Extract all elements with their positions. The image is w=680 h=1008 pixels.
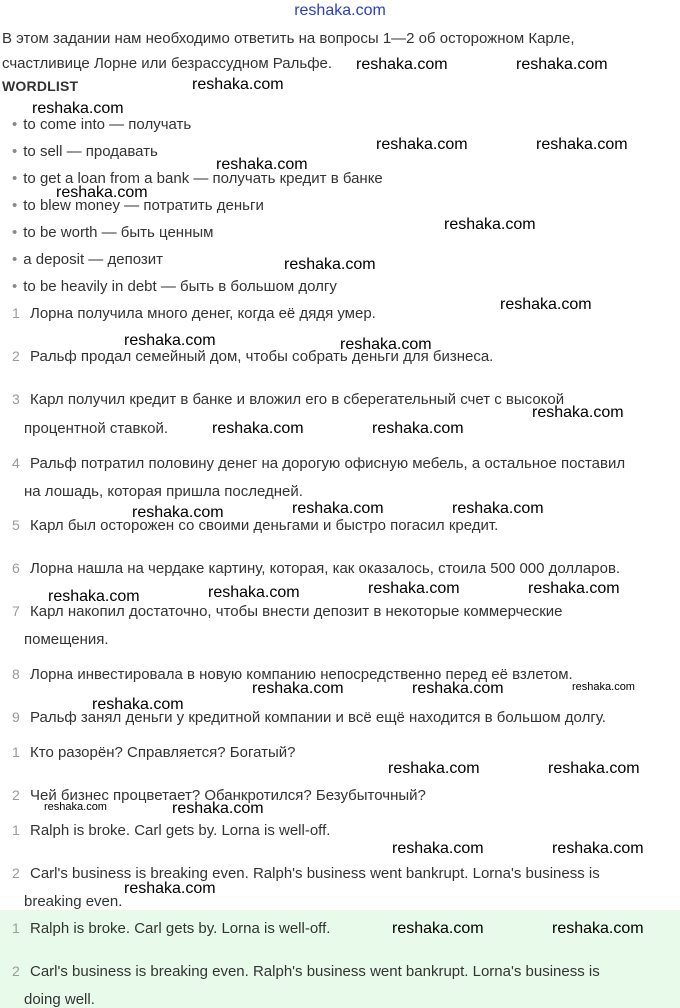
watermark: reshaka.com: [124, 880, 216, 897]
watermark: reshaka.com: [392, 920, 484, 937]
watermark: reshaka.com: [372, 420, 464, 437]
watermark: reshaka.com: [412, 680, 504, 697]
wordlist-item: • to be heavily in debt — быть в большом долгу: [12, 278, 337, 295]
wordlist-item: • to sell — продавать: [12, 143, 158, 160]
answer-final-2: 2 Carl's business is breaking even. Ralph's business went bankrupt. Lorna's business is: [12, 963, 600, 980]
bullet-icon: •: [12, 170, 18, 187]
answer-draft-2: 2 Carl's business is breaking even. Ralph's business went bankrupt. Lorna's business is: [12, 865, 600, 882]
watermark: reshaka.com: [528, 580, 620, 597]
answer-final-2-cont: doing well.: [24, 991, 95, 1008]
wordlist-item: • a deposit — депозит: [12, 251, 163, 268]
wordlist-item: • to come into — получать: [12, 116, 192, 133]
watermark: reshaka.com: [284, 256, 376, 273]
watermark: reshaka.com: [212, 420, 304, 437]
statement-4-cont: на лошадь, которая пришла последней.: [24, 483, 303, 500]
watermark: reshaka.com: [216, 156, 308, 173]
watermark: reshaka.com: [548, 760, 640, 777]
watermark: reshaka.com: [536, 136, 628, 153]
bullet-icon: •: [12, 197, 18, 214]
wordlist-item: • to blew money — потратить деньги: [12, 197, 264, 214]
bullet-icon: •: [12, 116, 18, 133]
watermark: reshaka.com: [132, 504, 224, 521]
watermark: reshaka.com: [340, 336, 432, 353]
watermark: reshaka.com: [356, 56, 448, 73]
wordlist-item: • to be worth — быть ценным: [12, 224, 214, 241]
watermark: reshaka.com: [208, 584, 300, 601]
statement-3: 3 Карл получил кредит в банке и вложил его в сберегательный счет с высокой: [12, 391, 565, 408]
watermark: reshaka.com: [124, 332, 216, 349]
bullet-icon: •: [12, 278, 18, 295]
watermark: reshaka.com: [56, 184, 148, 201]
watermark: reshaka.com: [192, 76, 284, 93]
statement-6: 6 Лорна нашла на чердаке картину, которая, как оказалось, стоила 500 000 долларов.: [12, 560, 621, 577]
statement-7: 7 Карл накопил достаточно, чтобы внести депозит в некоторые коммерческие: [12, 603, 563, 620]
watermark: reshaka.com: [32, 100, 124, 117]
watermark: reshaka.com: [392, 840, 484, 857]
statement-8: 8 Лорна инвестировала в новую компанию непосредственно перед её взлетом.: [12, 666, 573, 683]
watermark: reshaka.com: [452, 500, 544, 517]
watermark: reshaka.com: [48, 588, 140, 605]
watermark: reshaka.com: [552, 920, 644, 937]
watermark: reshaka.com: [532, 404, 624, 421]
watermark: reshaka.com: [252, 680, 344, 697]
answer-final-1: 1 Ralph is broke. Carl gets by. Lorna is well-off.: [12, 920, 331, 937]
watermark: reshaka.com: [500, 296, 592, 313]
watermark: reshaka.com: [376, 136, 468, 153]
watermark: reshaka.com: [444, 216, 536, 233]
statement-2: 2 Ральф продал семейный дом, чтобы собрать деньги для бизнеса.: [12, 348, 494, 365]
statement-3-cont: процентной ставкой.: [24, 420, 169, 437]
statement-5: 5 Карл был осторожен со своими деньгами и быстро погасил кредит.: [12, 517, 499, 534]
intro-line-1: В этом задании нам необходимо ответить на вопросы 1—2 об осторожном Карле,: [2, 30, 575, 47]
wordlist-title: WORDLIST: [2, 78, 79, 94]
site-header-link[interactable]: reshaka.com: [294, 2, 386, 19]
statement-9: 9 Ральф занял деньги у кредитной компании и всё ещё находится в большом долгу.: [12, 709, 606, 726]
watermark: reshaka.com: [292, 500, 384, 517]
watermark: reshaka.com: [368, 580, 460, 597]
answer-draft-2-cont: breaking even.: [24, 893, 123, 910]
question-1: 1 Кто разорён? Справляется? Богатый?: [12, 744, 296, 761]
statement-1: 1 Лорна получила много денег, когда её дядя умер.: [12, 305, 376, 322]
watermark: reshaka.com: [388, 760, 480, 777]
bullet-icon: •: [12, 224, 18, 241]
wordlist-item: • to get a loan from a bank — получать кредит в банке: [12, 170, 383, 187]
watermark: reshaka.com: [572, 681, 635, 693]
statement-7-cont: помещения.: [24, 631, 109, 648]
statement-4: 4 Ральф потратил половину денег на дорогую офисную мебель, а остальное поставил: [12, 455, 626, 472]
intro-line-2: счастливице Лорне или безрассудном Ральфе.: [2, 55, 333, 72]
answer-draft-1: 1 Ralph is broke. Carl gets by. Lorna is well-off.: [12, 822, 331, 839]
bullet-icon: •: [12, 143, 18, 160]
watermark: reshaka.com: [552, 840, 644, 857]
watermark: reshaka.com: [172, 800, 264, 817]
bullet-icon: •: [12, 251, 18, 268]
watermark: reshaka.com: [516, 56, 608, 73]
watermark: reshaka.com: [44, 801, 107, 813]
question-2: 2 Чей бизнес процветает? Обанкротился? Безубыточный?: [12, 787, 426, 804]
watermark: reshaka.com: [92, 696, 184, 713]
